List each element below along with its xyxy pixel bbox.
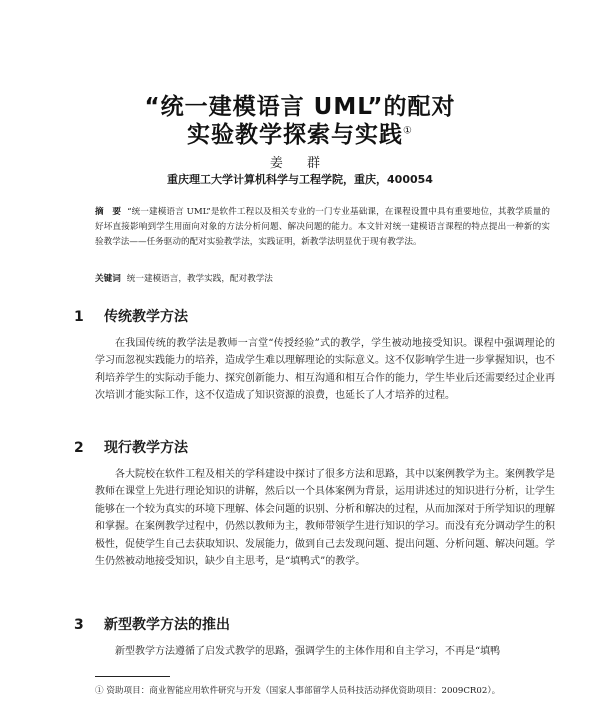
- section-3-number: 3: [74, 617, 84, 633]
- author-name: 姜 群: [269, 156, 331, 171]
- section-3-paragraph: 新型教学方法遵循了启发式教学的思路，强调学生的主体作用和自主学习，不再是“填鸭: [115, 646, 501, 657]
- section-1-paragraph: 在我国传统的教学法是教师一言堂“传授经验”式的教学，学生被动地接受知识。课程中强调理论的学习而忽视实践能力的培养，造成学生难以理解理论的实际意义。这不仅影响学生进一步掌握知识，也不利培养学生的实际动手能力、探究创新能力、相互沟通和相互合作的能力，学生毕业后还需要经过企业再次培训才能实际工作，这不仅造成了知识资源的浪费，也延长了人才培养的过程。: [95, 338, 555, 402]
- abstract-text: “统一建模语言 UML”是软件工程以及相关专业的一门专业基础课，在课程设置中具有重要地位，其教学质量的好坏直接影响到学生用面向对象的方法分析问题、解决问题的能力。本文针对统一建模语言课程的特点提出一种新的实验教学法——任务驱动的配对实验教学法，实践证明，新教学法明显优于现有教学法。: [95, 207, 550, 247]
- keywords: [95, 272, 550, 287]
- author-affiliation: 重庆理工大学计算机科学与工程学院，重庆，400054: [167, 173, 433, 186]
- paper-title-line-2: [0, 116, 600, 149]
- title-line-2-text: 实验教学探索与实践: [187, 122, 404, 148]
- section-2-title: 现行教学方法: [104, 440, 188, 456]
- section-3-heading: [74, 614, 230, 634]
- keywords-text: 统一建模语言，教学实践，配对教学法: [126, 274, 273, 284]
- title-line-1-text: “统一建模语言 UML”的配对: [144, 94, 456, 120]
- keywords-label: 关键词: [95, 274, 121, 284]
- section-2-heading: [74, 437, 188, 457]
- section-2-number: 2: [74, 440, 84, 456]
- section-1-title: 传统教学方法: [104, 309, 188, 325]
- section-1-heading: [74, 306, 188, 326]
- abstract-label: 摘 要: [95, 207, 122, 217]
- section-2-paragraph: 各大院校在软件工程及相关的学科建设中探讨了很多方法和思路，其中以案例教学为主。案例教学是教师在课堂上先进行理论知识的讲解，然后以一个具体案例为背景，运用讲述过的知识进行分析，让学生能够在一个较为真实的环境下理解、体会问题的识别、分析和解决的过程，从而加深对于所学知识的理解和掌握。在案例教学过程中，仍然以教师为主，教师带领学生进行知识的学习。而没有充分调动学生的积极性，促使学生自己去获取知识、发展能力，做到自己去发现问题、提出问题、分析问题、解决问题。学生仍然被动地接受知识，缺少自主思考，是“填鸭式”的教学。: [95, 469, 555, 568]
- section-1-number: 1: [74, 309, 84, 325]
- footnote-marker: ①: [403, 125, 413, 137]
- footnote-divider: [95, 676, 170, 677]
- abstract: [95, 205, 550, 250]
- footnote: ① 资助项目：商业智能应用软件研究与开发（国家人事部留学人员科技活动择优资助项目：2009CR02）。: [95, 686, 501, 696]
- section-3-title: 新型教学方法的推出: [104, 617, 230, 633]
